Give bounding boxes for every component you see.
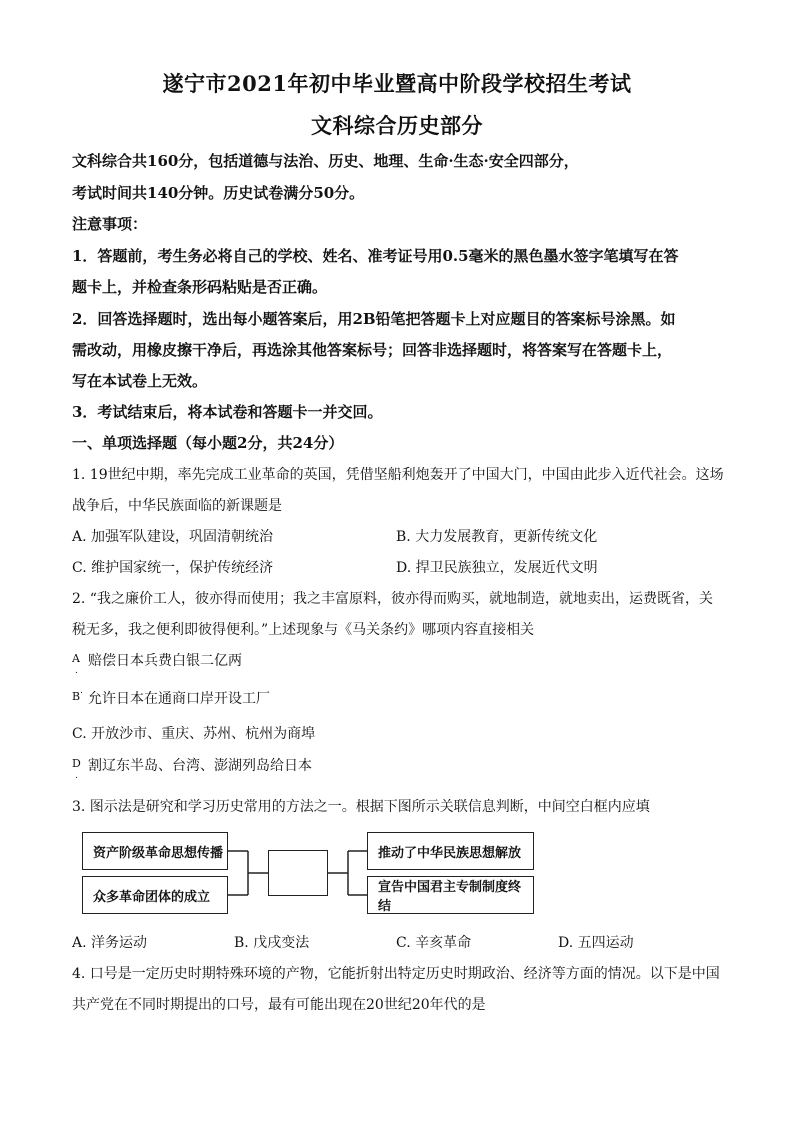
q3-option-d: D. 五四运动 xyxy=(558,935,634,951)
q4-stem-line-1: 4. 口号是一定历史时期特殊环境的产物，它能折射出特定历史时期政治、经济等方面的情况。以下是中国 xyxy=(72,966,720,982)
q1-option-d: D. 捍卫民族独立，发展近代文明 xyxy=(396,560,598,576)
notice-1-line-1: 1．答题前，考生务必将自己的学校、姓名、准考证号用0.5毫米的黑色墨水签字笔填写在答 xyxy=(72,247,679,265)
q1-option-c: C. 维护国家统一，保护传统经济 xyxy=(72,560,274,576)
notice-2-line-1: 2．回答选择题时，选出每小题答案后，用2B铅笔把答题卡上对应题目的答案标号涂黑。如 xyxy=(72,310,676,328)
q2-stem-line-1: 2. “我之廉价工人，彼亦得而使用；我之丰富原料，彼亦得而购买，就地制造，就地卖出，运费既省，关 xyxy=(72,591,713,607)
q2-option-a-text: 赔偿日本兵费白银二亿两 xyxy=(88,653,242,669)
intro-line-2: 考试时间共140分钟。历史试卷满分50分。 xyxy=(72,184,365,202)
section-1-heading: 一、单项选择题（每小题2分，共24分） xyxy=(72,434,344,452)
q1-stem-line-2: 战争后，中华民族面临的新课题是 xyxy=(72,498,282,514)
q1-stem-line-1: 1. 19世纪中期，率先完成工业革命的英国，凭借坚船利炮轰开了中国大门，中国由此步入近代社会。这场 xyxy=(72,467,724,483)
notice-2-line-3: 写在本试卷上无效。 xyxy=(72,372,208,390)
exam-title: 遂宁市2021年初中毕业暨高中阶段学校招生考试 xyxy=(162,71,632,96)
diagram-box-left-bottom: 众多革命团体的成立 xyxy=(82,876,228,914)
q2-option-b-text: 允许日本在通商口岸开设工厂 xyxy=(88,691,270,707)
notice-3-line-1: 3．考试结束后，将本试卷和答题卡一并交回。 xyxy=(72,403,383,421)
q2-option-d-dot: . xyxy=(75,771,78,781)
diagram-box-left-top: 资产阶级革命思想传播 xyxy=(82,832,228,870)
q2-option-a-dot: . xyxy=(75,666,78,676)
q2-option-a-letter: A xyxy=(72,652,80,665)
q2-option-d-text: 割辽东半岛、台湾、澎湖列岛给日本 xyxy=(88,758,312,774)
q1-option-b: B. 大力发展教育，更新传统文化 xyxy=(396,529,598,545)
q3-option-a: A. 洋务运动 xyxy=(72,935,148,951)
intro-line-1: 文科综合共160分，包括道德与法治、历史、地理、生命·生态·安全四部分， xyxy=(72,152,579,170)
diagram-box-right-bottom: 宣告中国君主专制制度终结 xyxy=(367,876,534,914)
q3-option-c: C. 辛亥革命 xyxy=(396,935,472,951)
notice-heading: 注意事项： xyxy=(72,215,148,233)
notice-2-line-2: 需改动，用橡皮擦干净后，再选涂其他答案标号；回答非选择题时，将答案写在答题卡上， xyxy=(72,341,673,359)
q3-stem-line-1: 3. 图示法是研究和学习历史常用的方法之一。根据下图所示关联信息判断，中间空白框内应填 xyxy=(72,799,650,815)
q1-option-a: A. 加强军队建设，巩固清朝统治 xyxy=(72,529,274,545)
q2-option-d-letter: D xyxy=(72,757,81,770)
q2-stem-line-2: 税无多，我之便利即彼得便利。”上述现象与《马关条约》哪项内容直接相关 xyxy=(72,622,535,638)
q2-option-c: C. 开放沙市、重庆、苏州、杭州为商埠 xyxy=(72,726,316,742)
q2-option-b-letter: B xyxy=(72,690,81,703)
notice-1-line-2: 题卡上，并检查条形码粘贴是否正确。 xyxy=(72,278,328,296)
q4-stem-line-2: 共产党在不同时期提出的口号，最有可能出现在20世纪20年代的是 xyxy=(72,997,486,1013)
q3-option-b: B. 戊戌变法 xyxy=(234,935,310,951)
diagram-box-center-blank xyxy=(268,850,328,896)
q2-option-b-dot: . xyxy=(80,686,83,696)
exam-subtitle: 文科综合历史部分 xyxy=(311,113,483,138)
diagram-box-right-top: 推动了中华民族思想解放 xyxy=(367,832,534,870)
